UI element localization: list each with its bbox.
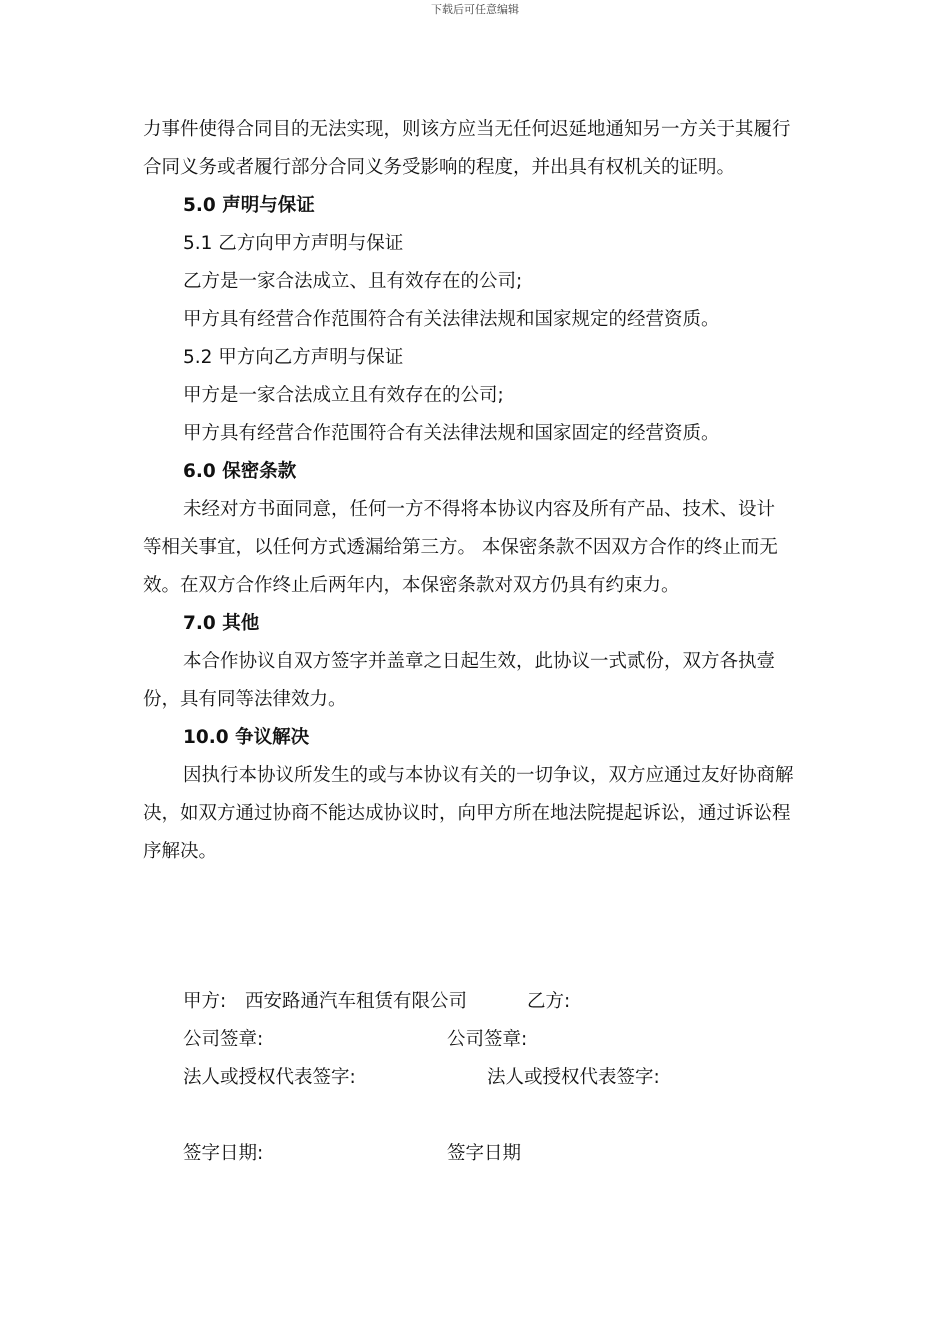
- section-6-line-1: 未经对方书面同意，任何一方不得将本协议内容及所有产品、技术、设计: [183, 499, 776, 520]
- section-7-line-2: 份，具有同等法律效力。: [143, 689, 347, 710]
- section-5-1-heading: 5.1 乙方向甲方声明与保证: [183, 233, 404, 254]
- section-10-line-3: 序解决。: [143, 841, 218, 862]
- section-5-1-item-2: 甲方具有经营合作范围符合有关法律法规和国家规定的经营资质。: [183, 309, 720, 330]
- section-5-2-heading: 5.2 甲方向乙方声明与保证: [183, 347, 404, 368]
- section-5-2-item-2: 甲方具有经营合作范围符合有关法律法规和国家固定的经营资质。: [183, 423, 720, 444]
- section-5-2-item-1: 甲方是一家合法成立且有效存在的公司;: [183, 385, 504, 406]
- section-10-line-1: 因执行本协议所发生的或与本协议有关的一切争议，双方应通过友好协商解: [183, 765, 794, 786]
- section-5-heading: 5.0 声明与保证: [183, 195, 315, 216]
- section-7-heading: 7.0 其他: [183, 613, 260, 634]
- party-b-label: 乙方:: [527, 991, 571, 1012]
- section-6-heading: 6.0 保密条款: [183, 461, 297, 482]
- party-a-seal-label: 公司签章:: [183, 1029, 264, 1050]
- section-10-heading: 10.0 争议解决: [183, 727, 310, 748]
- section-5-1-item-1: 乙方是一家合法成立、且有效存在的公司;: [183, 271, 523, 292]
- section-10-line-2: 决，如双方通过协商不能达成协议时，向甲方所在地法院提起诉讼，通过诉讼程: [143, 803, 791, 824]
- party-a-rep-label: 法人或授权代表签字:: [183, 1067, 356, 1088]
- party-b-rep-label: 法人或授权代表签字:: [487, 1067, 660, 1088]
- force-majeure-line-1: 力事件使得合同目的无法实现，则该方应当无任何迟延地通知另一方关于其履行: [143, 119, 791, 140]
- party-b-seal-label: 公司签章:: [447, 1029, 528, 1050]
- section-7-line-1: 本合作协议自双方签字并盖章之日起生效，此协议一式贰份，双方各执壹: [183, 651, 776, 672]
- force-majeure-line-2: 合同义务或者履行部分合同义务受影响的程度，并出具有权机关的证明。: [143, 157, 736, 178]
- header-note: 下载后可任意编辑: [431, 3, 519, 16]
- party-a-name: 西安路通汽车租赁有限公司: [245, 991, 468, 1012]
- party-b-date-label: 签字日期: [447, 1143, 522, 1164]
- party-a-date-label: 签字日期:: [183, 1143, 264, 1164]
- section-6-line-2: 等相关事宜，以任何方式透漏给第三方。 本保密条款不因双方合作的终止而无: [143, 537, 778, 558]
- section-6-line-3: 效。在双方合作终止后两年内，本保密条款对双方仍具有约束力。: [143, 575, 680, 596]
- party-a-label: 甲方:: [183, 991, 227, 1012]
